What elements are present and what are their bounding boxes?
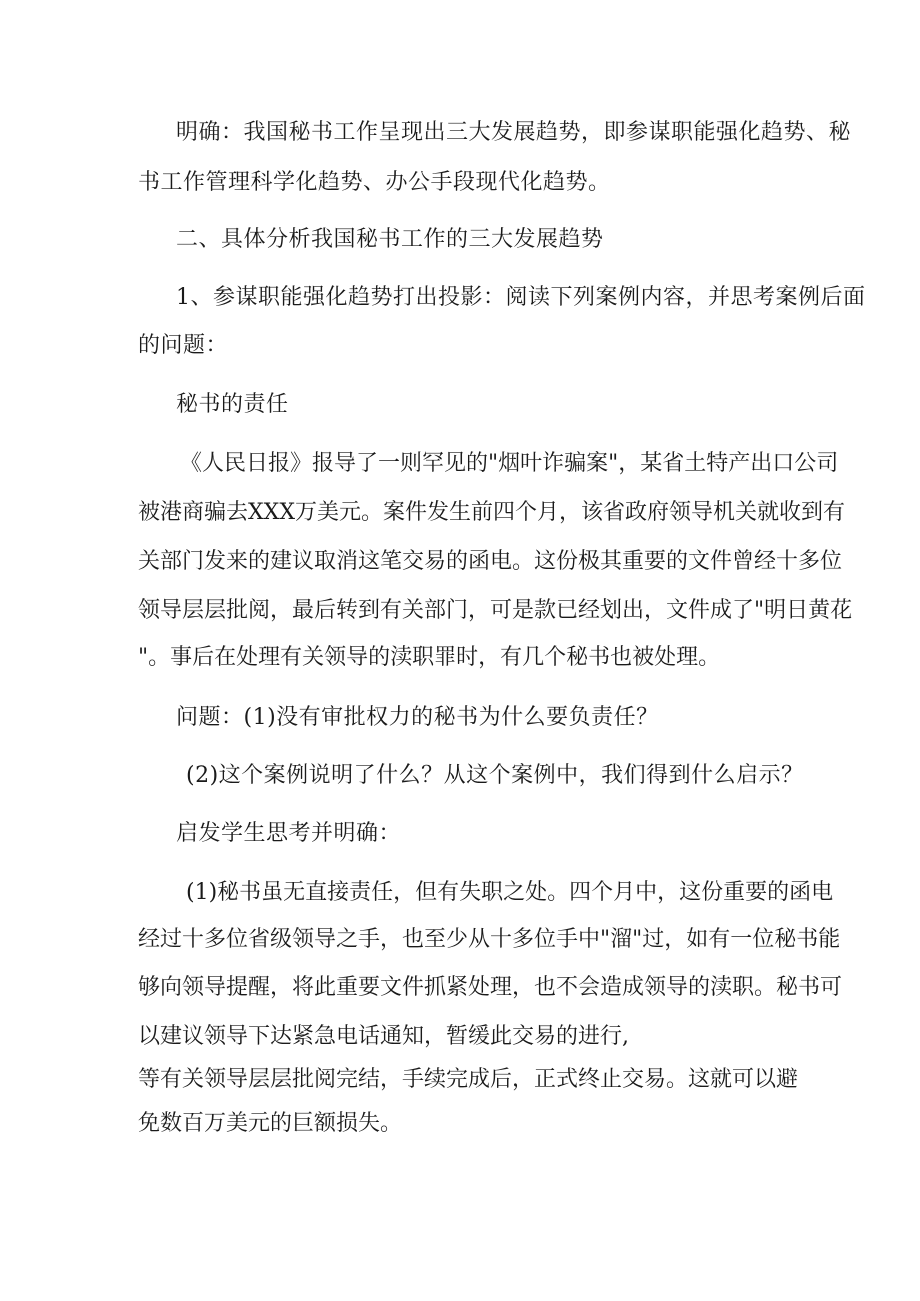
answer-line-2: 经过十多位省级领导之手，也至少从十多位手中"溜"过，如有一位秘书能 xyxy=(138,927,841,952)
case-body-line-1: 《人民日报》报导了一则罕见的"烟叶诈骗案"，某省土特产出口公司 xyxy=(180,451,839,476)
subsection-one-line-2: 的问题： xyxy=(138,333,229,358)
section-heading-two: 二、具体分析我国秘书工作的三大发展趋势 xyxy=(176,227,604,252)
paragraph-clarify-line-1: 明确：我国秘书工作呈现出三大发展趋势，即参谋职能强化趋势、秘 xyxy=(176,120,852,145)
question-one: 问题：(1)没有审批权力的秘书为什么要负责任？ xyxy=(176,705,659,730)
answer-line-4: 以建议领导下达紧急电话通知，暂缓此交易的进行, xyxy=(138,1024,629,1049)
subsection-one-line-1: 1、参谋职能强化趋势打出投影：阅读下列案例内容，并思考案例后面 xyxy=(176,285,866,310)
paragraph-clarify-line-2: 书工作管理科学化趋势、办公手段现代化趋势。 xyxy=(138,170,611,195)
answer-line-6: 免数百万美元的巨额损失。 xyxy=(138,1111,403,1136)
answer-line-1: (1)秘书虽无直接责任，但有失职之处。四个月中，这份重要的函电 xyxy=(186,880,834,905)
case-body-line-3: 关部门发来的建议取消这笔交易的函电。这份极其重要的文件曾经十多位 xyxy=(138,549,843,574)
answer-line-5: 等有关领导层层批阅完结，手续完成后，正式终止交易。这就可以避 xyxy=(138,1067,799,1092)
case-body-line-5: "。事后在处理有关领导的渎职罪时，有几个秘书也被处理。 xyxy=(138,645,721,670)
question-two: (2)这个案例说明了什么？从这个案例中，我们得到什么启示？ xyxy=(186,763,804,788)
case-title: 秘书的责任 xyxy=(176,392,289,417)
answer-line-3: 够向领导提醒，将此重要文件抓紧处理，也不会造成领导的渎职。秘书可 xyxy=(138,975,843,1000)
guide-clarify: 启发学生思考并明确： xyxy=(176,821,402,846)
case-body-line-2: 被港商骗去XXX万美元。案件发生前四个月，该省政府领导机关就收到有 xyxy=(138,500,845,525)
case-body-line-4: 领导层层批阅，最后转到有关部门，可是款已经划出，文件成了"明日黄花 xyxy=(138,598,853,623)
